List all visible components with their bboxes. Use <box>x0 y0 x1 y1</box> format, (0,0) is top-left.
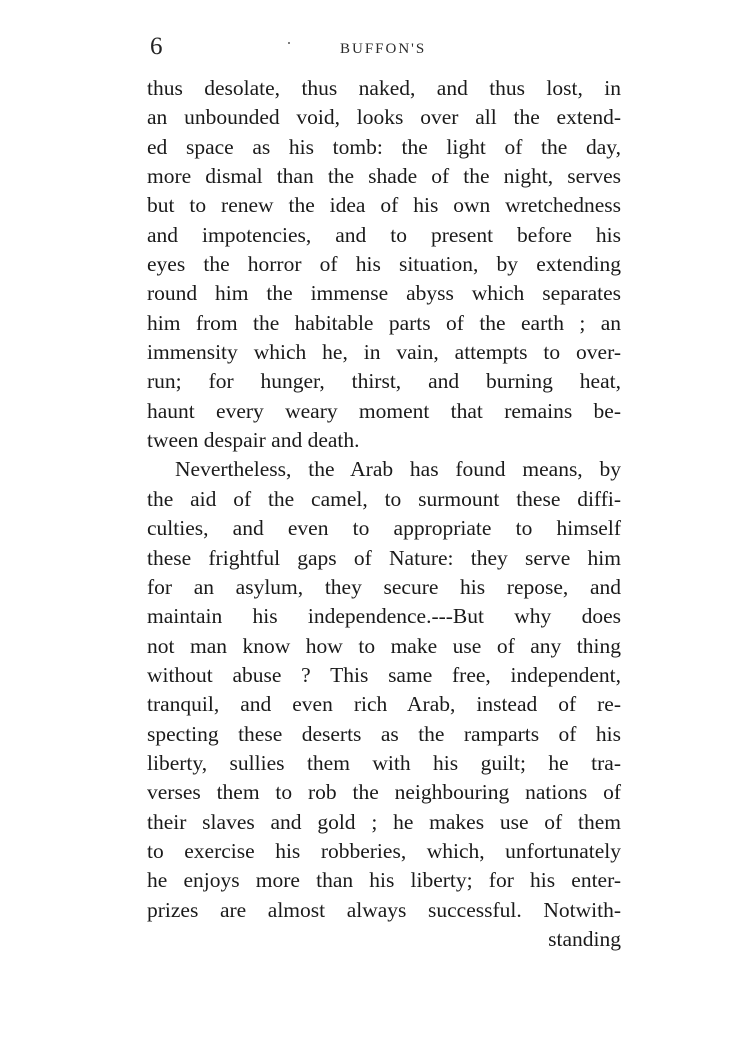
text-line: not man know how to make use of any thing <box>147 633 621 658</box>
running-head: BUFFON'S <box>340 41 427 57</box>
text-line: maintain his independence.---But why does <box>147 604 621 629</box>
text-line: liberty, sullies them with his guilt; he tra- <box>147 750 621 775</box>
text-line: to exercise his robberies, which, unfortunately <box>147 838 621 863</box>
text-line: haunt every weary moment that remains be- <box>147 398 621 423</box>
paragraph-2 <box>147 455 621 925</box>
catchword: standing <box>548 926 621 951</box>
header-dot <box>288 42 290 44</box>
text-line: round him the immense abyss which separates <box>147 281 621 306</box>
text-line: prizes are almost always successful. Notwith- <box>147 897 621 922</box>
text-line: the aid of the camel, to surmount these diffi- <box>147 486 621 511</box>
text-line: tween despair and death. <box>147 428 360 453</box>
paragraph-1 <box>147 74 621 455</box>
text-line: specting these deserts as the ramparts of his <box>147 721 621 746</box>
text-line: run; for hunger, thirst, and burning heat, <box>147 369 621 394</box>
page-number: 6 <box>150 33 163 60</box>
text-line: verses them to rob the neighbouring nations of <box>147 780 621 805</box>
text-line: for an asylum, they secure his repose, and <box>147 574 621 599</box>
text-line: ed space as his tomb: the light of the day, <box>147 134 621 159</box>
text-line: him from the habitable parts of the earth ; an <box>147 310 621 335</box>
text-line: and impotencies, and to present before his <box>147 222 621 247</box>
text-line: an unbounded void, looks over all the extend- <box>147 105 621 130</box>
text-line: more dismal than the shade of the night, serves <box>147 164 621 189</box>
text-line: without abuse ? This same free, independent, <box>147 662 621 687</box>
text-line: thus desolate, thus naked, and thus lost, in <box>147 76 621 100</box>
text-line: their slaves and gold ; he makes use of them <box>147 809 621 834</box>
text-line: culties, and even to appropriate to himself <box>147 516 621 541</box>
page-header <box>150 32 620 62</box>
text-line: but to renew the idea of his own wretchedness <box>147 193 621 218</box>
body-text <box>147 74 621 954</box>
text-line: immensity which he, in vain, attempts to over- <box>147 340 621 365</box>
text-line: he enjoys more than his liberty; for his enter- <box>147 868 621 893</box>
text-line: eyes the horror of his situation, by extending <box>147 252 621 277</box>
text-line: these frightful gaps of Nature: they serve him <box>147 545 621 570</box>
text-line: tranquil, and even rich Arab, instead of re- <box>147 692 621 717</box>
text-line: Nevertheless, the Arab has found means, by <box>175 457 621 482</box>
